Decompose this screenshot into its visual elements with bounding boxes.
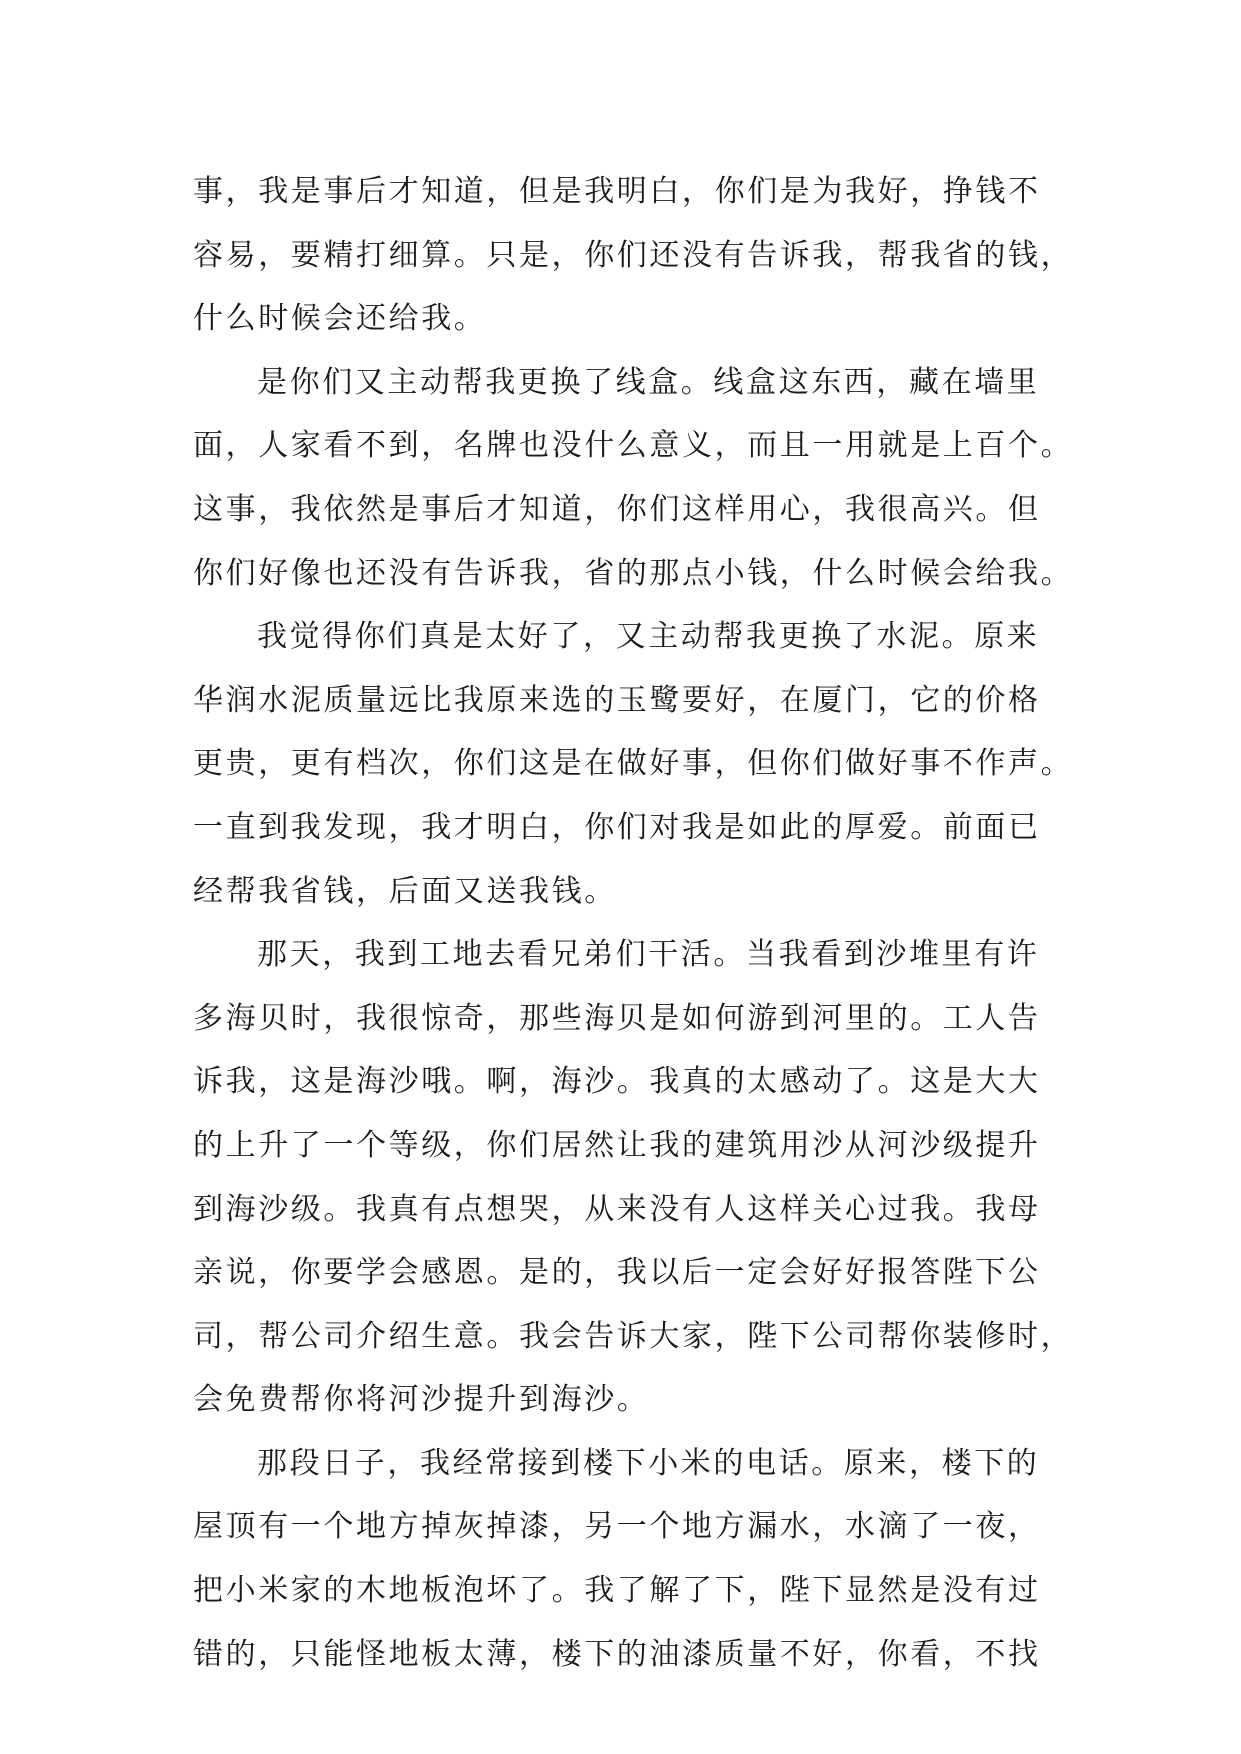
paragraph-first-line: 那段日子，我经常接到楼下小米的电话。原来，楼下的	[257, 1445, 1040, 1481]
text-line: 面，人家看不到，名牌也没什么意义，而且一用就是上百个。	[193, 428, 1074, 464]
text-line: 华润水泥质量远比我原来选的玉鹭要好，在厦门，它的价格	[193, 682, 1041, 718]
text-line: 这事，我依然是事后才知道，你们这样用心，我很高兴。但	[193, 491, 1041, 527]
text-line: 什么时候会还给我。	[193, 301, 487, 337]
document-body	[193, 160, 1074, 1686]
text-line: 屋顶有一个地方掉灰掉漆，另一个地方漏水，水滴了一夜，	[193, 1509, 1041, 1545]
text-line: 经帮我省钱，后面又送我钱。	[193, 873, 617, 909]
text-line: 事，我是事后才知道，但是我明白，你们是为我好，挣钱不	[193, 174, 1041, 209]
text-line: 更贵，更有档次，你们这是在做好事，但你们做好事不作声。	[193, 746, 1074, 782]
paragraph-first-line: 那天，我到工地去看兄弟们干活。当我看到沙堆里有许	[257, 937, 1040, 973]
paragraph-first-line: 是你们又主动帮我更换了线盒。线盒这东西，藏在墙里	[257, 364, 1040, 400]
text-line: 你们好像也还没有告诉我，省的那点小钱，什么时候会给我。	[193, 555, 1074, 591]
text-line: 错的，只能怪地板太薄，楼下的油漆质量不好，你看，不找	[193, 1636, 1041, 1672]
text-line: 司，帮公司介绍生意。我会告诉大家，陛下公司帮你装修时，	[193, 1318, 1074, 1354]
text-line: 亲说，你要学会感恩。是的，我以后一定会好好报答陛下公	[193, 1255, 1041, 1291]
text-line: 容易，要精打细算。只是，你们还没有告诉我，帮我省的钱，	[193, 237, 1074, 273]
text-line: 一直到我发现，我才明白，你们对我是如此的厚爱。前面已	[193, 809, 1041, 845]
text-line: 诉我，这是海沙哦。啊，海沙。我真的太感动了。这是大大	[193, 1064, 1041, 1100]
text-line: 的上升了一个等级，你们居然让我的建筑用沙从河沙级提升	[193, 1127, 1041, 1163]
text-line: 把小米家的木地板泡坏了。我了解了下，陛下显然是没有过	[193, 1573, 1041, 1609]
text-line: 到海沙级。我真有点想哭，从来没有人这样关心过我。我母	[193, 1191, 1041, 1227]
paragraph-first-line: 我觉得你们真是太好了，又主动帮我更换了水泥。原来	[257, 619, 1040, 655]
text-line: 多海贝时，我很惊奇，那些海贝是如何游到河里的。工人告	[193, 1000, 1041, 1036]
text-line: 会免费帮你将河沙提升到海沙。	[193, 1382, 650, 1418]
